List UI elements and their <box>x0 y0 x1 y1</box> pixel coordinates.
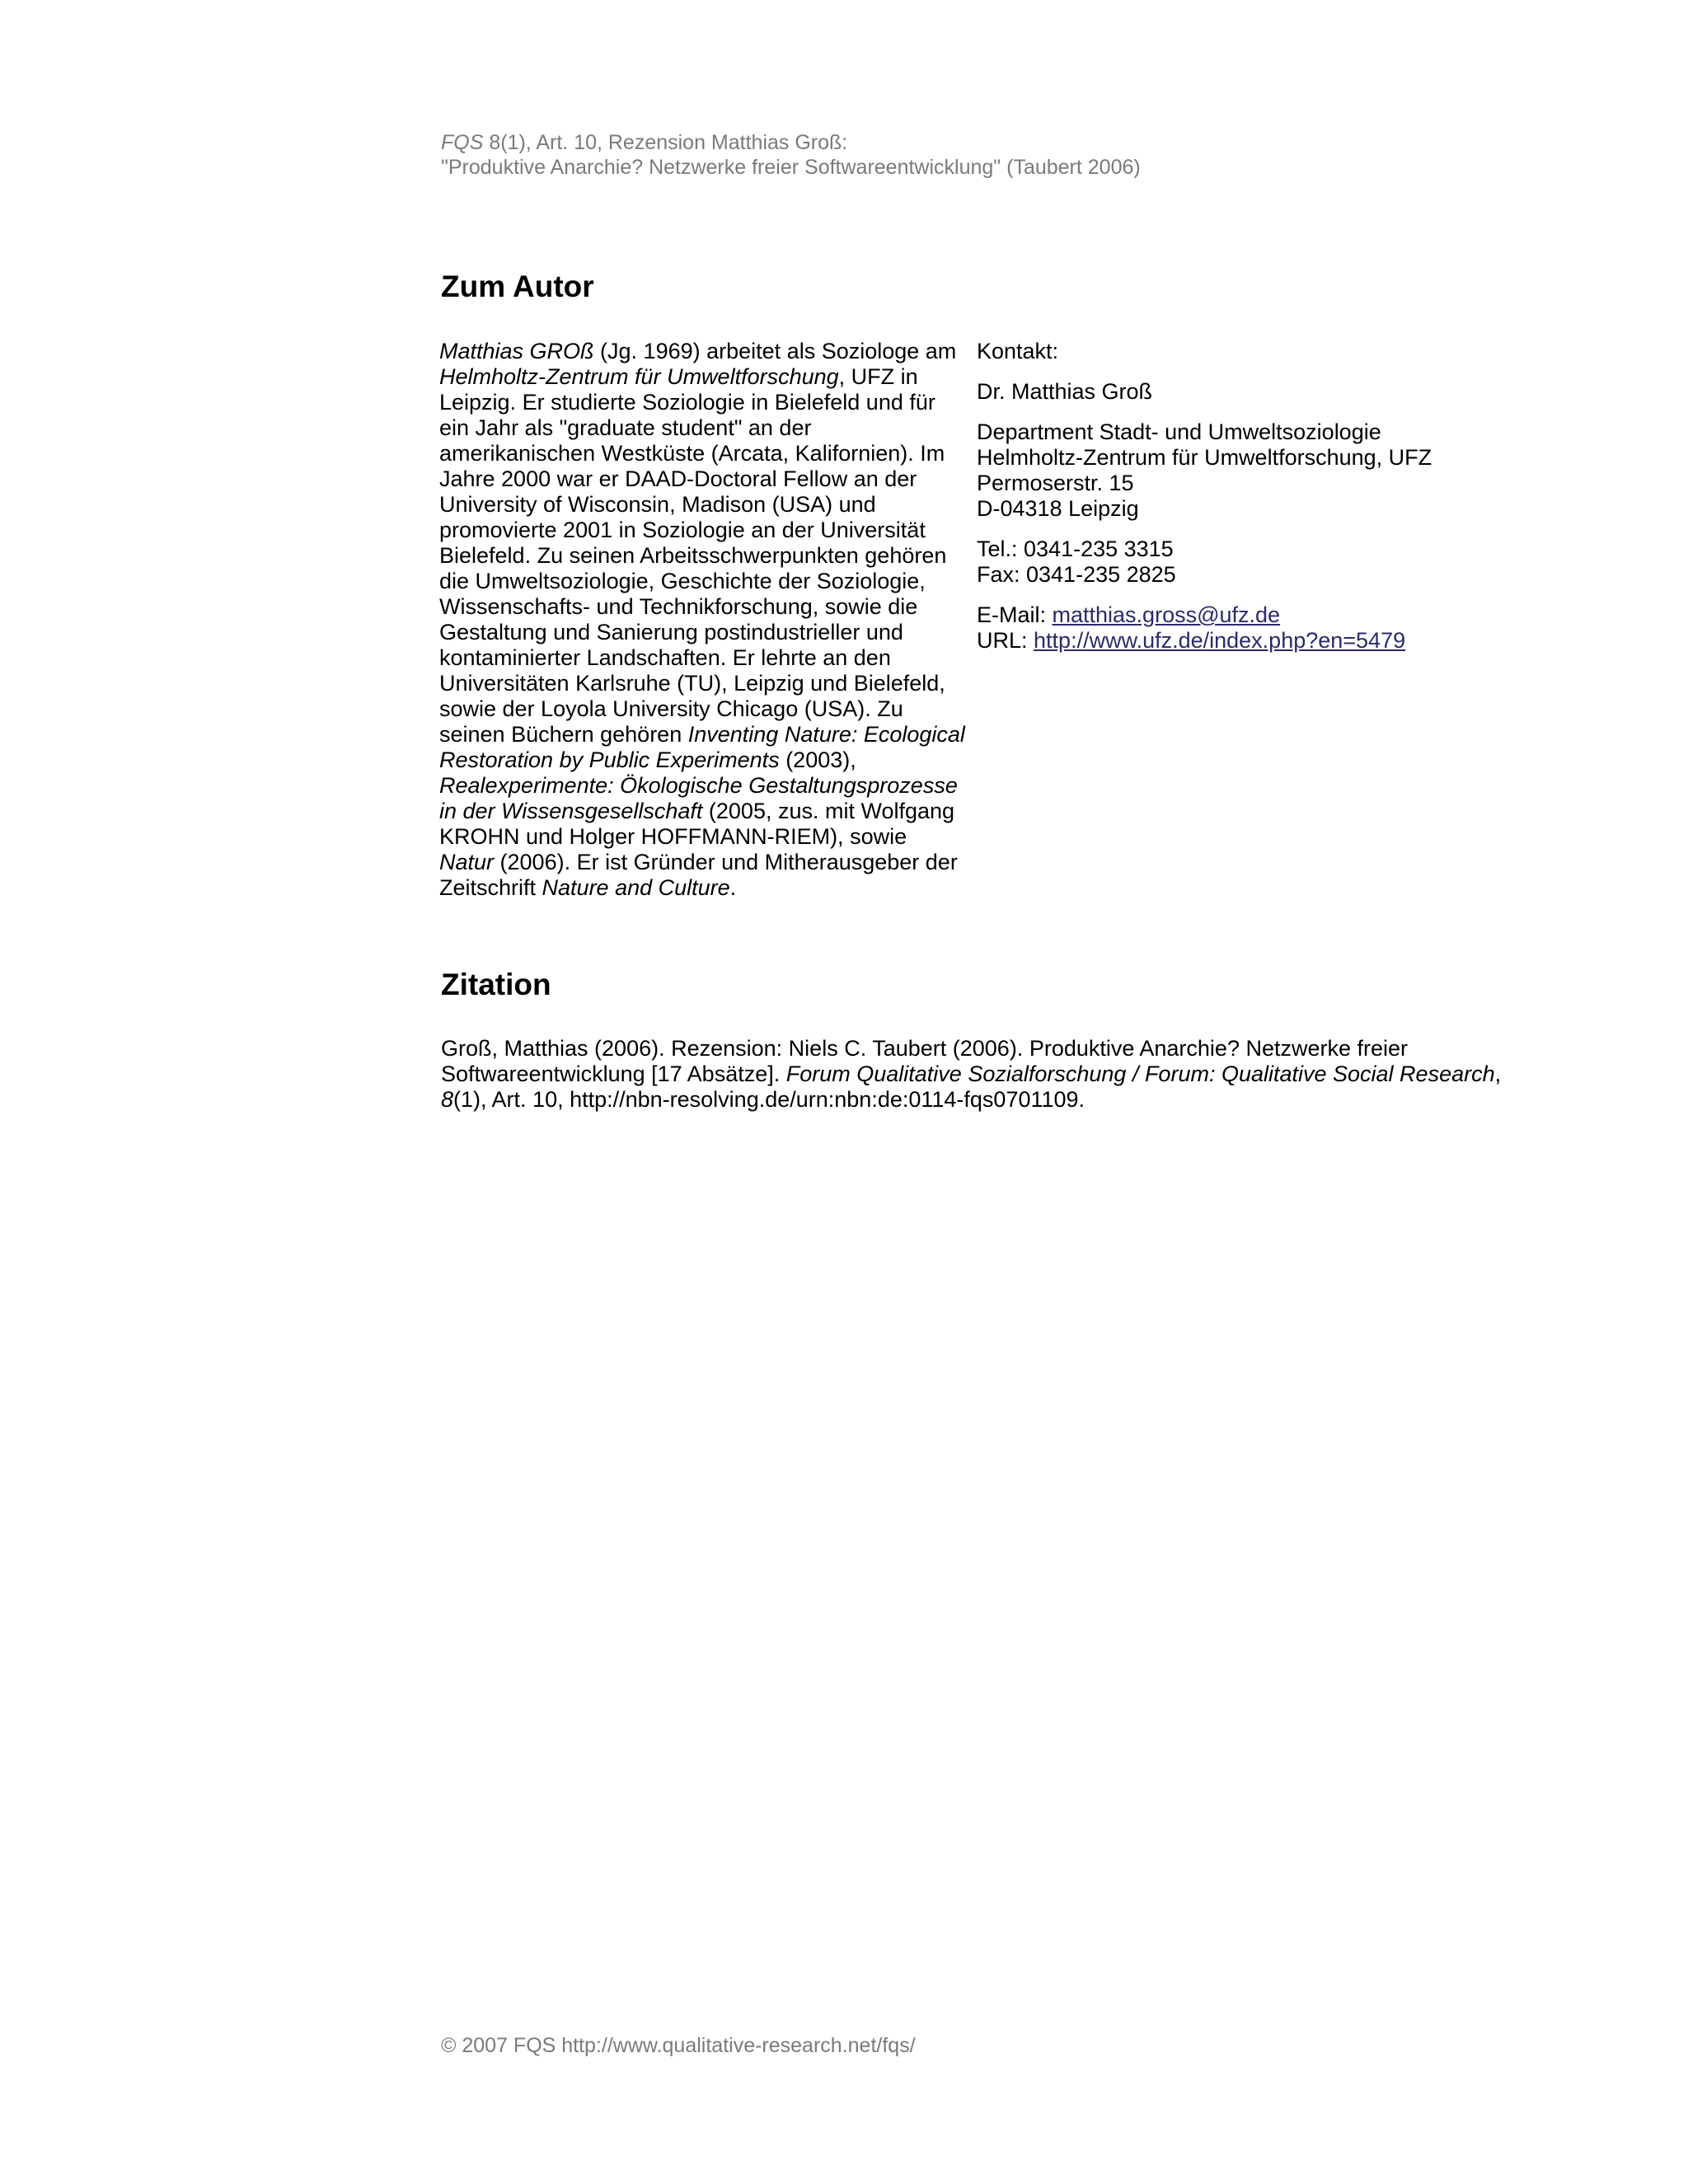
contact-address <box>977 419 1488 522</box>
contact-department: Department Stadt- und Umweltsoziologie <box>977 419 1381 444</box>
citation-segment: Forum Qualitative Sozialforschung / Forum: Qualitative Social Research <box>785 1062 1495 1086</box>
citation-segment: , <box>1494 1062 1502 1086</box>
contact-fax: Fax: 0341-235 2825 <box>977 562 1176 587</box>
header-journal: FQS <box>441 131 484 154</box>
contact-tel: Tel.: 0341-235 3315 <box>977 537 1174 561</box>
citation-text <box>441 1036 1512 1113</box>
contact-block <box>977 339 1488 668</box>
contact-phone <box>977 537 1488 588</box>
bio-segment: Matthias GROß <box>439 339 594 363</box>
bio-segment: Nature and Culture <box>542 875 730 900</box>
email-label: E-Mail: <box>977 602 1053 627</box>
contact-city: D-04318 Leipzig <box>977 496 1139 521</box>
author-bio <box>439 339 967 901</box>
url-link[interactable]: http://www.ufz.de/index.php?en=5479 <box>1034 628 1406 653</box>
bio-segment: Natur <box>439 850 495 874</box>
bio-segment: , UFZ in Leipzig. Er studierte Soziologie in Bielefeld und für ein Jahr als "graduate student" an der amerikanischen Westküste (Arcata, Kalifornien). Im Jahre 2000 war er DAAD-Doctoral Fellow an der University of Wisconsin, Madison (USA) und promovierte 2001 in Soziologie an der Universität Bielefeld. Zu seinen Arbeitsschwerpunkten gehören die Umweltsoziologie, Geschichte der Soziologie, Wissenschafts- und Technikforschung, sowie die Gestaltung und Sanierung postindustrieller und kontaminierter Landschaften. Er lehrte an den Universitäten Karlsruhe (TU), Leipzig und Bielefeld, sowie der Loyola University Chicago (USA). Zu seinen Büchern gehören <box>439 364 947 747</box>
url-label: URL: <box>977 628 1034 653</box>
header-article-info: 8(1), Art. 10, Rezension Matthias Groß: <box>483 131 848 154</box>
section-title-author: Zum Autor <box>441 269 594 303</box>
contact-street: Permoserstr. 15 <box>977 471 1134 495</box>
header-line-1 <box>441 130 1512 155</box>
contact-online <box>977 602 1488 654</box>
bio-segment: (2005, zus. mit Wolfgang KROHN und Holger HOFFMANN-RIEM), sowie <box>439 799 955 849</box>
email-link[interactable]: matthias.gross@ufz.de <box>1052 602 1281 627</box>
bio-segment: Realexperimente: Ökologische Gestaltungsprozesse in der Wissensgesellschaft <box>439 773 958 823</box>
citation-segment: 8 <box>441 1087 454 1112</box>
running-header <box>441 130 1512 180</box>
citation-segment: (1), Art. 10, http://nbn-resolving.de/urn:nbn:de:0114-fqs0701109. <box>453 1087 1085 1112</box>
bio-segment: . <box>729 875 737 900</box>
contact-institution: Helmholtz-Zentrum für Umweltforschung, UFZ <box>977 445 1432 470</box>
contact-label: Kontakt: <box>977 339 1059 363</box>
bio-segment: (2006). Er ist Gründer und Mitherausgeber der Zeitschrift <box>439 850 958 900</box>
bio-segment: (2003), <box>779 748 856 772</box>
bio-segment: Inventing Nature: Ecological Restoration by Public Experiments <box>439 722 965 772</box>
page-footer: © 2007 FQS http://www.qualitative-research.net/fqs/ <box>441 2034 916 2057</box>
bio-segment: (Jg. 1969) arbeitet als Soziologe am <box>593 339 957 363</box>
contact-name: Dr. Matthias Groß <box>977 379 1153 404</box>
citation-segment: Groß, Matthias (2006). Rezension: Niels C. Taubert (2006). Produktive Anarchie? Netzwerke freier Softwareentwicklung [17 Absätze]. <box>441 1036 1409 1086</box>
section-title-citation: Zitation <box>441 968 551 1001</box>
header-line-2: "Produktive Anarchie? Netzwerke freier Softwareentwicklung" (Taubert 2006) <box>441 156 1141 179</box>
bio-segment: Helmholtz-Zentrum für Umweltforschung <box>439 364 839 389</box>
